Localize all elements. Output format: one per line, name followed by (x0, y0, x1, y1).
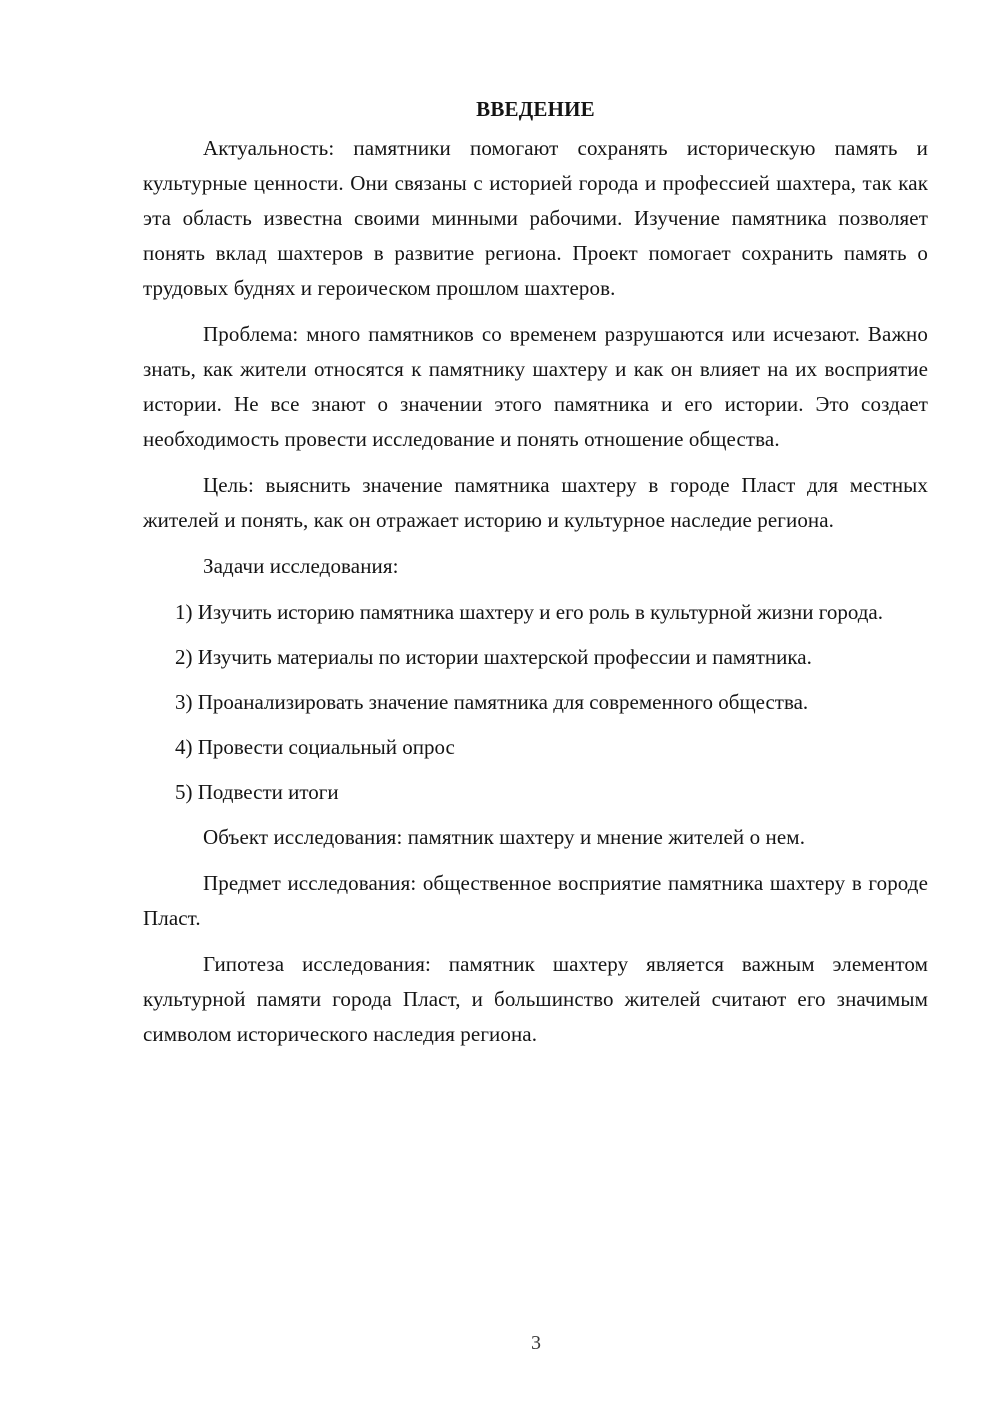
page-number: 3 (531, 1332, 541, 1354)
paragraph-goal: Цель: выяснить значение памятника шахтеру в городе Пласт для местных жителей и понять, как он отражает историю и культурное наследие региона. (143, 473, 928, 532)
tasks-heading: Задачи исследования: (203, 554, 399, 578)
paragraph-subject: Предмет исследования: общественное восприятие памятника шахтеру в городе Пласт. (143, 871, 928, 930)
task-item-4: 4) Провести социальный опрос (175, 735, 455, 759)
paragraph-hypothesis: Гипотеза исследования: памятник шахтеру является важным элементом культурной памяти города Пласт, и большинство жителей считают его значимым символом исторического наследия региона. (143, 952, 928, 1046)
task-item-3: 3) Проанализировать значение памятника для современного общества. (175, 690, 809, 714)
task-item-2: 2) Изучить материалы по истории шахтерской профессии и памятника. (175, 645, 812, 669)
document-body (143, 92, 928, 1063)
paragraph-object: Объект исследования: памятник шахтеру и мнение жителей о нем. (203, 825, 806, 849)
paragraph-relevance: Актуальность: памятники помогают сохранять историческую память и культурные ценности. Они связаны с историей города и профессией шахтера, так как эта область известна своими минными рабочими. Изучение памятника позволяет понять вклад шахтеров в развитие региона. Проект помогает сохранить память о трудовых буднях и героическом прошлом шахтеров. (143, 136, 928, 300)
task-item-1: 1) Изучить историю памятника шахтеру и его роль в культурной жизни города. (175, 600, 883, 624)
task-item-5: 5) Подвести итоги (175, 780, 339, 804)
paragraph-problem: Проблема: много памятников со временем разрушаются или исчезают. Важно знать, как жители относятся к памятнику шахтеру и как он влияет на их восприятие истории. Не все знают о значении этого памятника и его истории. Это создает необходимость провести исследование и понять отношение общества. (143, 322, 928, 451)
section-title: ВВЕДЕНИЕ (476, 97, 595, 121)
